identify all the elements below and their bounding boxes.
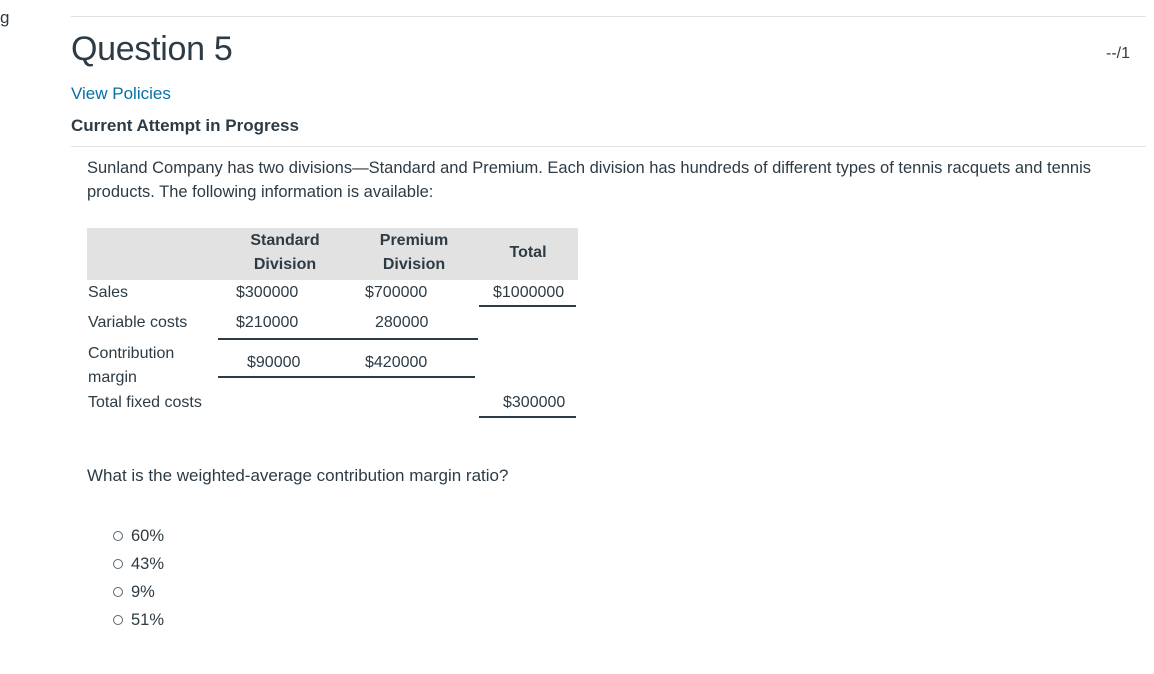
sales-total-underline (479, 305, 576, 307)
cm-label-line2: margin (88, 369, 137, 386)
option-51[interactable] (113, 606, 164, 634)
sales-total: $1000000 (493, 284, 565, 301)
option-60[interactable] (113, 522, 164, 550)
answer-options (113, 522, 164, 634)
radio-button[interactable] (113, 587, 123, 597)
option-label: 51% (131, 610, 165, 629)
radio-button[interactable] (113, 559, 123, 569)
radio-button[interactable] (113, 615, 123, 625)
header-premium-line1: Premium (379, 232, 449, 249)
header-standard (228, 229, 342, 277)
edge-glyph: g (0, 8, 10, 27)
attempt-status: Current Attempt in Progress (71, 116, 299, 135)
option-label: 43% (131, 554, 165, 573)
row-label-contribution-margin (88, 342, 174, 390)
cm-label-line1: Contribution (88, 345, 175, 362)
option-43[interactable] (113, 550, 164, 578)
score-display: --/1 (1106, 45, 1130, 62)
sales-standard: $300000 (236, 284, 299, 301)
variable-standard: $210000 (236, 314, 299, 331)
cm-standard-underline (218, 376, 348, 378)
top-divider (71, 16, 1146, 17)
variable-premium: 280000 (375, 314, 429, 331)
option-label: 9% (131, 582, 155, 601)
header-standard-line2: Division (253, 256, 317, 273)
header-premium-line2: Division (382, 256, 446, 273)
cm-standard: $90000 (247, 354, 301, 371)
cm-premium: $420000 (365, 354, 428, 371)
option-label: 60% (131, 526, 165, 545)
header-standard-line1: Standard (250, 232, 320, 249)
question-title: Question 5 (71, 30, 233, 68)
cm-premium-underline (348, 376, 475, 378)
sales-premium: $700000 (365, 284, 428, 301)
header-premium (357, 229, 471, 277)
fixed-total: $300000 (503, 394, 566, 411)
row-label-sales: Sales (88, 284, 129, 301)
row-label-fixed-costs: Total fixed costs (88, 394, 202, 411)
section-divider (71, 146, 1146, 147)
view-policies-link[interactable]: View Policies (71, 84, 171, 103)
row-label-variable-costs: Variable costs (88, 314, 188, 331)
division-data-table (87, 228, 579, 428)
question-prompt: Sunland Company has two divisions—Standard and Premium. Each division has hundreds of different types of tennis racquets and tennis products. The following information is available: (87, 159, 1092, 201)
header-total: Total (509, 244, 547, 261)
option-9[interactable] (113, 578, 164, 606)
variable-underline (218, 338, 478, 340)
question-text: What is the weighted-average contribution margin ratio? (87, 466, 509, 485)
fixed-total-underline (479, 416, 576, 418)
radio-button[interactable] (113, 531, 123, 541)
